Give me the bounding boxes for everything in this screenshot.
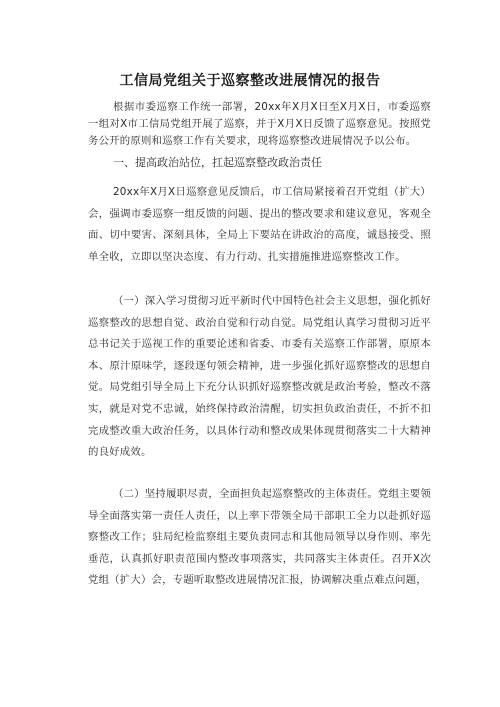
paragraph-2: （一）深入学习贯彻习近平新时代中国特色社会主义思想，强化抓好巡察整改的思想自觉、政治自觉和行动自觉。局党组认真学习贯彻习近平总书记关于巡视工作的重要论述和省委、市委有关巡察工作部署，原原本本、原汁原味学，逐段逐句领会精神，进一步强化抓好巡察整改的思想自觉。局党组引导全局上下充分认识抓好巡察整改就是政治考验，整改不落实，就是对党不忠诚，始终保持政治清醒，切实担负政治责任，不折不扣完成整改重大政治任务，以具体行动和整改成果体现贯彻落实二十大精神的良好成效。: [88, 295, 431, 459]
section-heading: 一、提高政治站位，扛起巡察整改政治责任: [113, 156, 322, 169]
intro-paragraph: 根据市委巡察工作统一部署，20xx年X月X日至X月X日，市委巡察一组对X市工信局党组开展了巡察，并于X月X日反馈了巡察意见。按照党务公开的原则和巡察工作有关要求，现将巡察整改进展情况予以公布。: [88, 101, 431, 147]
paragraph-1: 20xx年X月X日巡察意见反馈后，市工信局紧接着召开党组（扩大）会，强调市委巡察一组反馈的问题、提出的整改要求和建议意见，客观全面、切中要害、深刻具体，全局上下要站在讲政治的高度，诚恳接受、照单全收，立即以坚决态度、有力行动、扎实措施推进巡察整改工作。: [88, 186, 431, 263]
document-title: 工信局党组关于巡察整改进展情况的报告: [119, 73, 381, 89]
paragraph-3: （二）坚持履职尽责，全面担负起巡察整改的主体责任。党组主要领导全面落实第一责任人责任，以上率下带领全局干部职工全力以赴抓好巡察整改工作；驻局纪检监察组主要负责同志和其他局领导以身作则、率先垂范，认真抓好职责范围内整改事项落实，共同落实主体责任。召开X次党组（扩大）会，专题听取整改进展情况汇报，协调解决重点难点问题，: [88, 488, 431, 587]
